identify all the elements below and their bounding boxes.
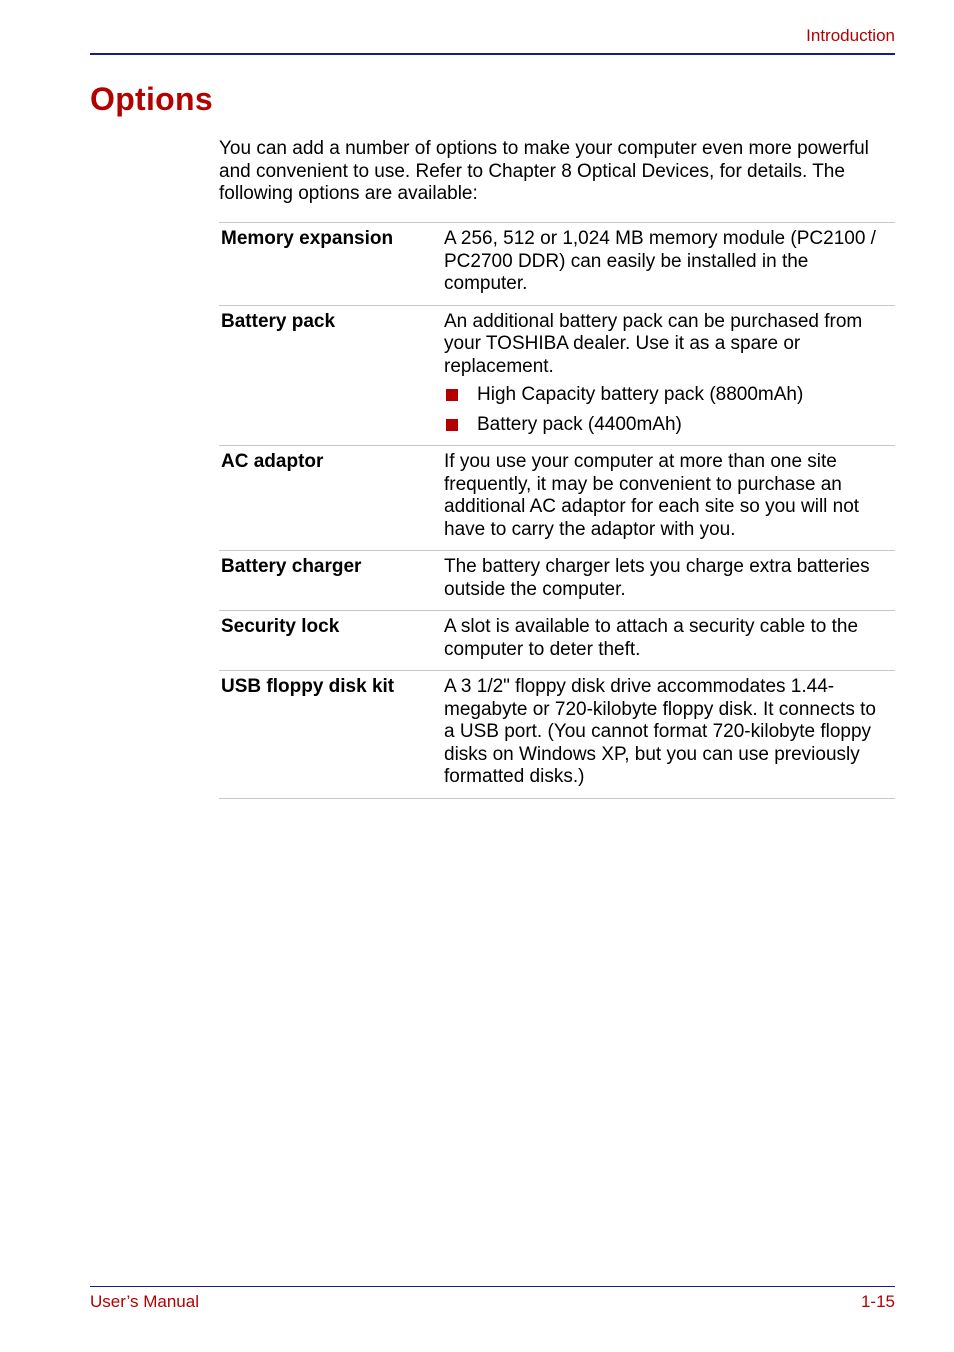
option-description: A slot is available to attach a security cable to the computer to deter theft.: [444, 616, 859, 660]
option-term: Battery charger: [221, 556, 362, 577]
option-term: Battery pack: [221, 310, 336, 332]
option-term: USB floppy disk kit: [221, 676, 395, 697]
option-description: An additional battery pack can be purchased from your TOSHIBA dealer. Use it as a spare or replacement.: [444, 310, 863, 377]
list-item: [444, 414, 885, 437]
option-row-battery-charger: [219, 551, 895, 611]
bullet-list: [444, 384, 885, 436]
bullet-text: High Capacity battery pack (8800mAh): [477, 384, 804, 405]
option-term: AC adaptor: [221, 451, 324, 472]
option-description: A 3 1/2" floppy disk drive accommodates 1.44-megabyte or 720-kilobyte floppy disk. It connects to a USB port. (You cannot format 720-kilobyte floppy disks on Windows XP, but you can use previously formatted disks.): [444, 676, 876, 787]
option-description-cell: [444, 451, 895, 541]
option-description-cell: [444, 556, 895, 601]
page-title: Options: [90, 81, 213, 117]
option-term: Security lock: [221, 616, 340, 637]
options-table: [219, 222, 895, 799]
square-bullet-icon: [446, 389, 458, 401]
option-row-security-lock: [219, 611, 895, 671]
option-description: The battery charger lets you charge extra batteries outside the computer.: [444, 556, 870, 600]
footer-rule: [90, 1286, 895, 1287]
option-description: If you use your computer at more than one site frequently, it may be convenient to purchase an additional AC adaptor for each site so you will not have to carry the adaptor with you.: [444, 451, 860, 540]
header-section-label: Introduction: [806, 26, 895, 45]
option-description-cell: [444, 228, 895, 296]
square-bullet-icon: [446, 419, 458, 431]
bullet-text: Battery pack (4400mAh): [477, 413, 682, 435]
option-row-battery-pack: [219, 306, 895, 447]
option-description-cell: [444, 676, 895, 789]
list-item: [444, 384, 885, 407]
option-description-cell: [444, 616, 895, 661]
option-row-usb-floppy-disk-kit: [219, 671, 895, 799]
option-description-cell: [444, 311, 895, 437]
intro-paragraph: You can add a number of options to make your computer even more powerful and convenient to use. Refer to Chapter 8 Optical Devices, for details. The following options are available:: [219, 138, 869, 204]
option-row-memory-expansion: [219, 223, 895, 306]
footer-manual-title: User’s Manual: [90, 1292, 199, 1311]
option-term: Memory expansion: [221, 228, 394, 249]
header-rule: [90, 53, 895, 55]
option-row-ac-adaptor: [219, 446, 895, 551]
footer-page-number: 1-15: [860, 1292, 895, 1311]
option-description: A 256, 512 or 1,024 MB memory module (PC2100 / PC2700 DDR) can easily be installed in the computer.: [444, 228, 876, 294]
